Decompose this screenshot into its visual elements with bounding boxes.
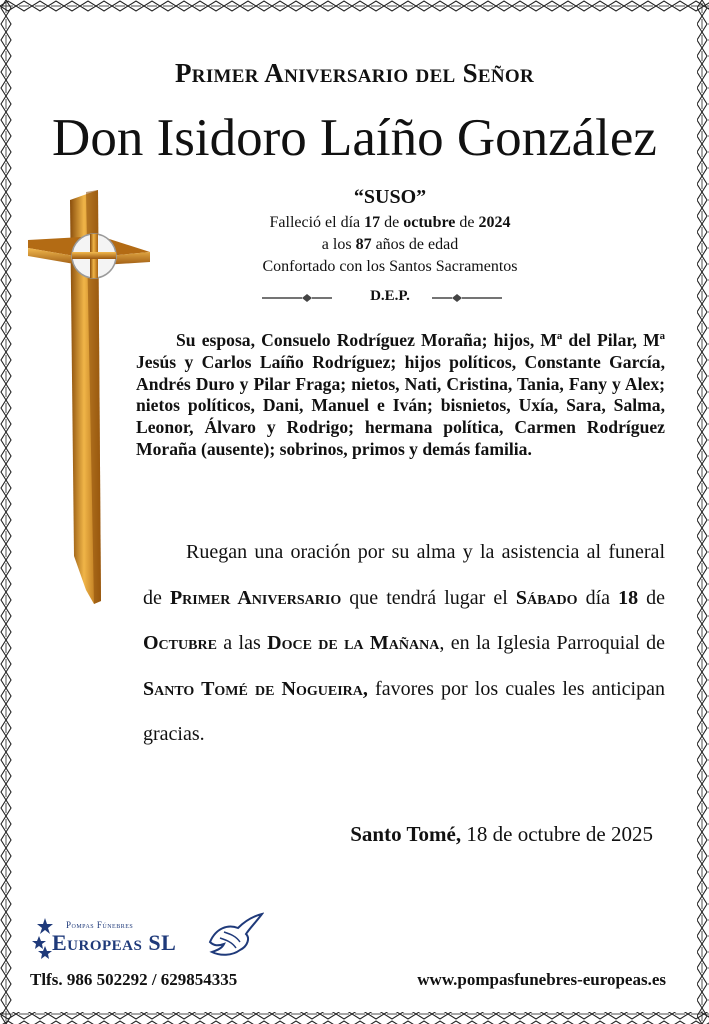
funeral-request-paragraph: Ruegan una oración por su alma y la asistencia al funeral de Primer Aniversario que tendrá lugar el Sábado día 18 de Octubre a las Doce de la Mañana, en la Iglesia Parroquial de Santo Tomé de Nogueira, favores por los cuales les anticipan gracias. — [143, 541, 666, 745]
family-paragraph: Su esposa, Consuelo Rodríguez Moraña; hijos, Mª del Pilar, Mª Jesús y Carlos Laíño Rodríguez; hijos políticos, Constante García, Andrés Duro y Pilar Fraga; nietos, Nati, Cristina, Tania, Fany y Alex; nietos políticos, Dani, Manuel e Iván; bisnietos, Uxía, Sara, Salma, Leonor, Álvaro y Rodrigo; hermana política, Carmen Rodríguez Moraña (ausente); sobrinos, primos y demás familia. — [136, 330, 665, 459]
sacraments-line: Confortado con los Santos Sacramentos — [262, 258, 518, 275]
place-date-signature: Santo Tomé, 18 de octubre de 2025 — [350, 822, 653, 846]
age-line: a los 87 años de edad — [321, 236, 459, 253]
nickname: “SUSO” — [353, 186, 427, 208]
phone-numbers: Tlfs. 986 502292 / 629854335 — [30, 970, 238, 989]
cross-icon — [26, 186, 152, 606]
website-link[interactable]: www.pompasfunebres-europeas.es — [417, 970, 666, 989]
company-logo — [30, 912, 270, 967]
anniversary-heading: Primer Aniversario del Señor — [175, 58, 534, 88]
death-date-line: Falleció el día 17 de octubre de 2024 — [269, 214, 511, 231]
dep-label: D.E.P. — [370, 288, 410, 304]
logo-title: Europeas SL — [52, 930, 177, 955]
dove-icon — [202, 912, 264, 962]
deceased-name: Don Isidoro Laíño González — [52, 109, 657, 167]
logo-subtitle: Pompas Fúnebres — [66, 920, 134, 930]
